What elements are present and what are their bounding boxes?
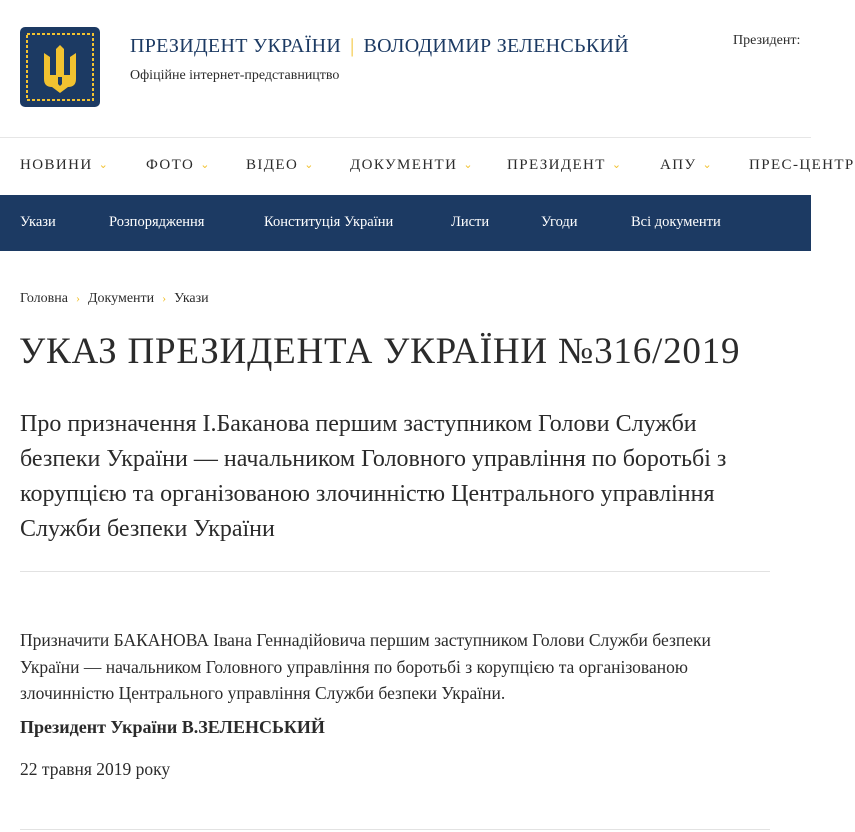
main-nav-item-photo[interactable] (146, 157, 211, 174)
document-date: 22 травня 2019 року (20, 759, 171, 779)
president-link[interactable]: Президент: (733, 33, 801, 48)
main-nav-item-press-center[interactable] (749, 157, 855, 174)
bottom-divider (20, 829, 770, 830)
main-nav-label: ФОТО (146, 157, 195, 173)
main-nav-item-documents[interactable] (350, 157, 474, 174)
chevron-right-icon: › (75, 291, 80, 305)
chevron-down-icon: ⌄ (611, 159, 623, 171)
breadcrumb-home[interactable]: Головна (20, 291, 68, 306)
section-divider (20, 571, 770, 572)
main-nav-label: ВІДЕО (246, 157, 299, 173)
breadcrumb (20, 291, 209, 307)
main-nav-label: ДОКУМЕНТИ (350, 157, 458, 173)
breadcrumb-decrees[interactable]: Укази (174, 291, 209, 306)
chevron-down-icon: ⌄ (98, 159, 110, 171)
main-nav-label: ПРЕС-ЦЕНТР (749, 157, 855, 173)
main-nav (0, 138, 855, 194)
main-nav-item-video[interactable] (246, 157, 315, 174)
main-nav-label: АПУ (660, 157, 697, 173)
chevron-down-icon: ⌄ (200, 159, 211, 171)
subnav-item-letters[interactable]: Листи (451, 214, 490, 230)
page-title: УКАЗ ПРЕЗИДЕНТА УКРАЇНИ №316/2019 (19, 331, 741, 372)
subnav-item-all-documents[interactable]: Всі документи (631, 214, 721, 230)
site-logo[interactable] (20, 27, 100, 107)
site-header (0, 0, 811, 137)
document-body: Призначити БАКАНОВА Івана Геннадійовича першим заступником Голови Служби безпеки України — начальником Головного управління по боротьбі з корупцією та організованою злочинністю Центрального управління Служби безпеки України. (20, 630, 711, 703)
main-nav-label: НОВИНИ (20, 157, 93, 173)
site-title-right: ВОЛОДИМИР ЗЕЛЕНСЬКИЙ (363, 35, 629, 57)
main-nav-item-news[interactable] (20, 157, 109, 174)
document-subtitle: Про призначення І.Баканова першим заступником Голови Служби безпеки України — начальником Головного управління по боротьбі з корупцією та організованою злочинністю Центрального управління Служби безпеки України (20, 411, 727, 542)
trident-emblem-icon (20, 27, 100, 107)
subnav-item-constitution[interactable]: Конституція України (264, 214, 394, 230)
subnav-item-orders[interactable]: Розпорядження (109, 214, 205, 230)
subnav-item-decrees[interactable]: Укази (20, 214, 56, 230)
site-subtitle: Офіційне інтернет-представництво (130, 68, 340, 83)
title-separator: | (350, 35, 355, 57)
chevron-down-icon: ⌄ (463, 159, 474, 171)
breadcrumb-documents[interactable]: Документи (87, 291, 155, 306)
main-nav-item-apu[interactable] (660, 157, 713, 174)
main-nav-label: ПРЕЗИДЕНТ (507, 157, 606, 173)
site-title[interactable] (130, 35, 629, 58)
documents-subnav (0, 195, 811, 251)
subnav-item-agreements[interactable]: Угоди (541, 214, 578, 230)
site-title-left: ПРЕЗИДЕНТ УКРАЇНИ (130, 35, 342, 57)
document-signature: Президент України В.ЗЕЛЕНСЬКИЙ (20, 717, 325, 737)
chevron-right-icon: › (162, 291, 167, 305)
chevron-down-icon: ⌄ (702, 159, 714, 171)
chevron-down-icon: ⌄ (304, 159, 315, 171)
main-nav-item-president[interactable] (507, 157, 622, 174)
